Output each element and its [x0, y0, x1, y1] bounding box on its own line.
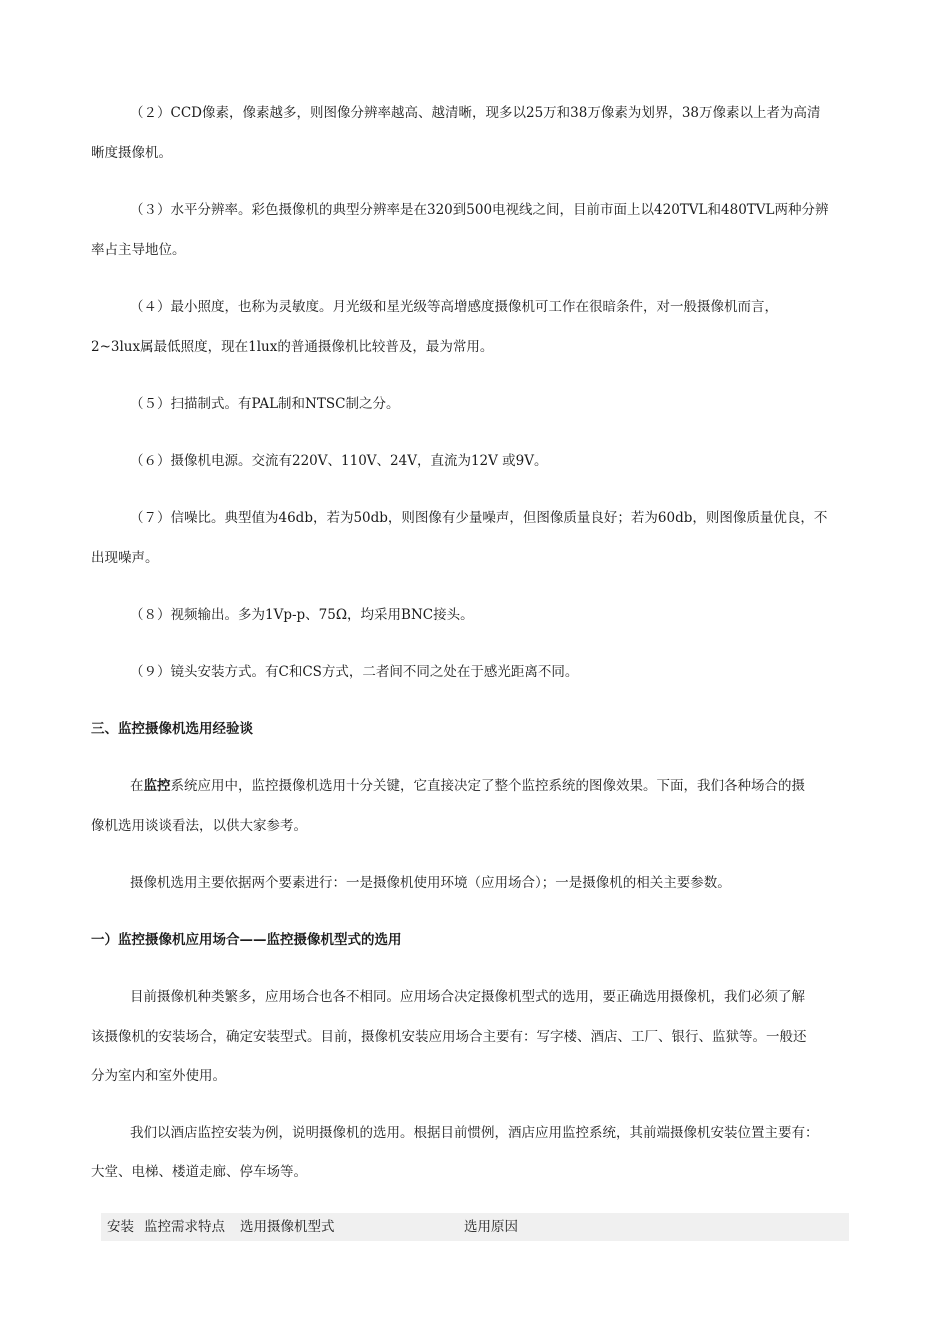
paragraph-scan-format: （５）扫描制式。有PAL制和NTSC制之分。 [130, 396, 400, 412]
table-header-cell: 监控需求特点 [144, 1219, 225, 1235]
paragraph-ccd-pixels: （２）CCD像素，像素越多，则图像分辨率越高、越清晰，现多以25万和38万像素为划界，38万像素以上者为高清 [130, 105, 821, 121]
paragraph-application: 目前摄像机种类繁多，应用场合也各不相同。应用场合决定摄像机型式的选用，要正确选用摄像机，我们必须了解 [130, 989, 805, 1005]
paragraph-min-illumination-cont: 2~3lux属最低照度，现在1lux的普通摄像机比较普及，最为常用。 [91, 339, 494, 355]
paragraph-monitoring-intro [130, 776, 805, 796]
paragraph-selection-basis: 摄像机选用主要依据两个要素进行：一是摄像机使用环境（应用场合）；一是摄像机的相关主要参数。 [130, 875, 731, 891]
table-header-cell: 选用摄像机型式 [240, 1219, 335, 1235]
paragraph-min-illumination: （４）最小照度，也称为灵敏度。月光级和星光级等高增感度摄像机可工作在很暗条件，对一般摄像机而言， [130, 299, 778, 315]
text-segment: 在 [130, 778, 144, 794]
paragraph-horizontal-resolution: （３）水平分辨率。彩色摄像机的典型分辨率是在320到500电视线之间，目前市面上以420TVL和480TVL两种分辨 [130, 202, 829, 218]
paragraph-ccd-pixels-cont: 晰度摄像机。 [91, 145, 172, 161]
paragraph-snr: （７）信噪比。典型值为46db，若为50db，则图像有少量噪声，但图像质量良好；若为60db，则图像质量优良，不 [130, 510, 828, 526]
section-heading-3: 三、监控摄像机选用经验谈 [91, 721, 253, 737]
table-header-row [101, 1213, 849, 1241]
paragraph-lens-mount: （９）镜头安装方式。有C和CS方式，二者间不同之处在于感光距离不同。 [130, 664, 579, 680]
paragraph-monitoring-intro-cont: 像机选用谈谈看法，以供大家参考。 [91, 818, 307, 834]
paragraph-horizontal-resolution-cont: 率占主导地位。 [91, 242, 186, 258]
paragraph-application-cont2: 分为室内和室外使用。 [91, 1068, 226, 1084]
paragraph-hotel-example-cont: 大堂、电梯、楼道走廊、停车场等。 [91, 1164, 307, 1180]
paragraph-power: （６）摄像机电源。交流有220V、110V、24V，直流为12V 或9V。 [130, 453, 548, 469]
paragraph-hotel-example: 我们以酒店监控安装为例，说明摄像机的选用。根据目前惯例，酒店应用监控系统，其前端摄像机安装位置主要有： [130, 1125, 819, 1141]
paragraph-video-output: （８）视频输出。多为1Vp-p、75Ω，均采用BNC接头。 [130, 607, 474, 623]
paragraph-snr-cont: 出现噪声。 [91, 550, 159, 566]
text-segment: 系统应用中，监控摄像机选用十分关键，它直接决定了整个监控系统的图像效果。下面，我们各种场合的摄 [170, 778, 805, 794]
table-header-cell: 选用原因 [464, 1219, 518, 1235]
table-header-cell: 安装 [107, 1219, 134, 1235]
paragraph-application-cont: 该摄像机的安装场合，确定安装型式。目前，摄像机安装应用场合主要有：写字楼、酒店、工厂、银行、监狱等。一般还 [91, 1029, 807, 1045]
section-heading-1: 一）监控摄像机应用场合——监控摄像机型式的选用 [91, 932, 402, 948]
keyword-link[interactable]: 监控 [143, 778, 171, 794]
